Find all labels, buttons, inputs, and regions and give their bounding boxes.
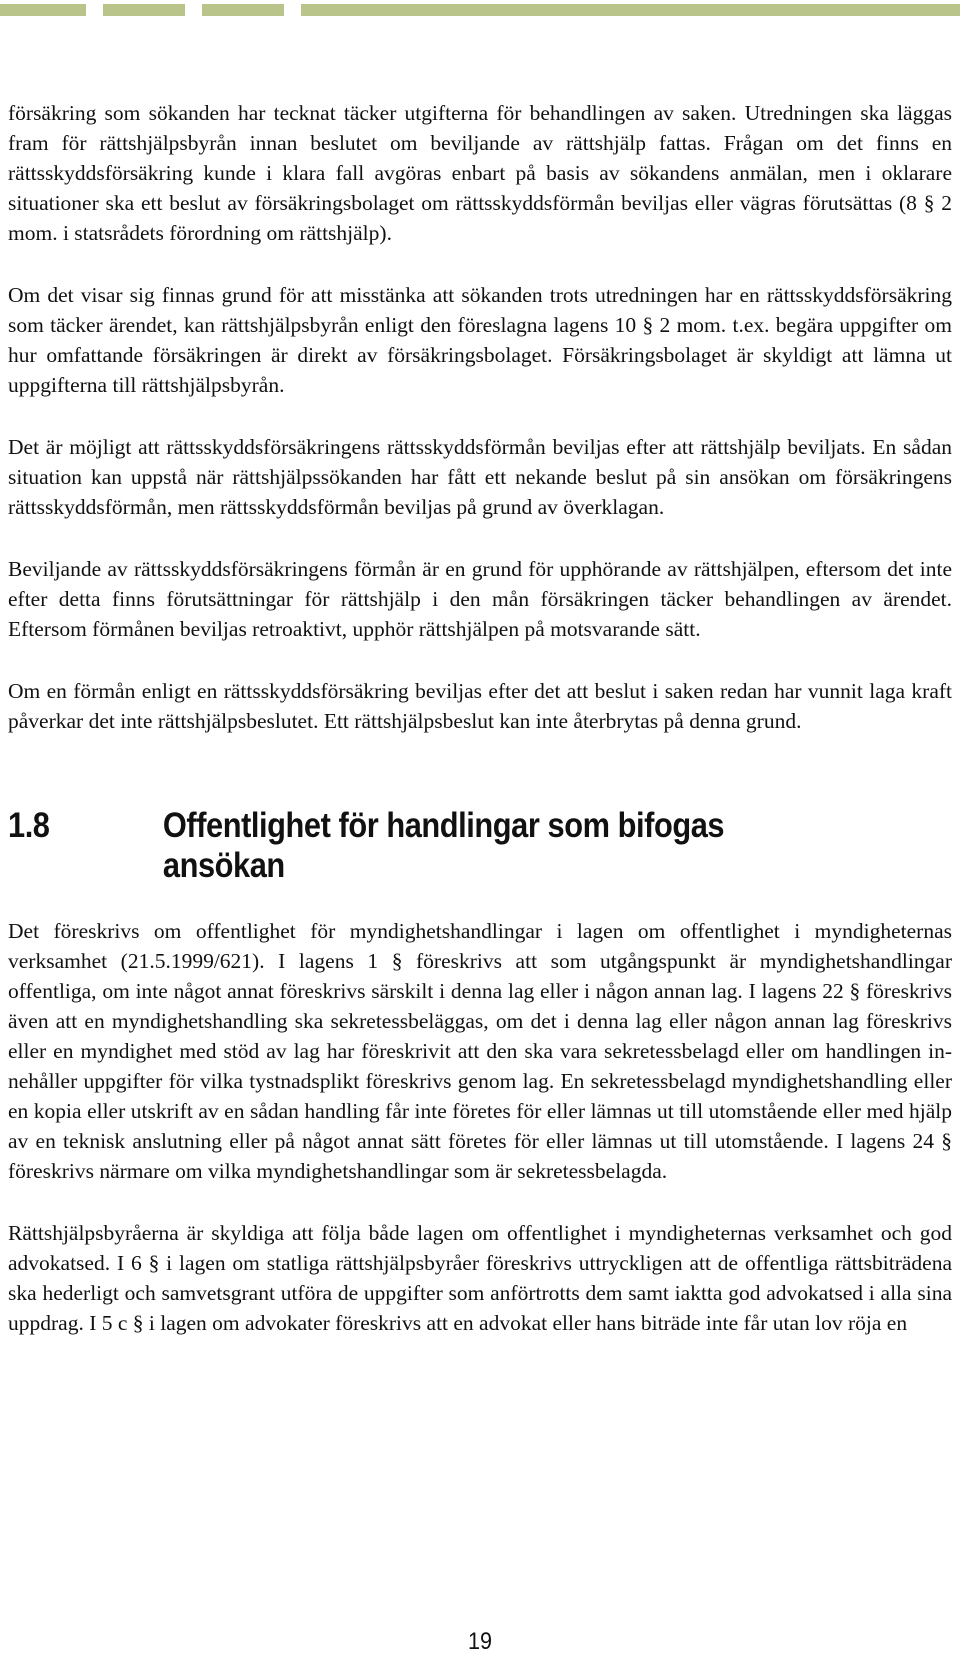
section-paragraph: Det föreskrivs om offentlighet för myndighetshandlingar i lagen om offentlighet i myndigheternas verksamhet (21.5.1999/621). I lagens 1 § föreskrivs att som utgångspunkt är myndighetshandlingar offentliga, om inte något annat föreskrivs särskilt i denna lag eller i någon annan lag. I lagens 22 § föreskrivs även att en myndighetshandling ska sekretessbeläggas, om det i denna lag eller någon annan lag föreskrivs eller en myndighet med stöd av lag har föreskrivit att den ska vara sekretessbelagd eller om handlingen innehåller uppgifter för vilka tystnadsplikt föreskrivs genom lag. En sekretessbelagd myndighetshandling eller en kopia eller utskrift av en sådan handling får inte företes för eller lämnas ut till utomstående eller med hjälp av en teknisk anslutning eller på något annat sätt företes för eller lämnas ut till utomstående. I lagens 24 § föreskrivs närmare om vilka myndighetshandlingar som är sekretessbelagda. [8, 919, 952, 1183]
section-number: 1.8 [8, 806, 50, 845]
header-bar [0, 4, 86, 16]
header-bar [103, 4, 185, 16]
document-body [8, 98, 952, 1338]
header-bar [301, 4, 960, 16]
body-paragraph: Om en förmån enligt en rättsskyddsförsäkring beviljas efter det att beslut i saken redan har vunnit laga kraft påverkar det inte rättshjälpsbeslutet. Ett rättshjälpsbeslut kan inte återbrytas på denna grund. [8, 679, 952, 733]
section-title: Offentlighet för handlingar som bifogas ansökan [162, 806, 725, 885]
body-paragraph: Om det visar sig finnas grund för att misstänka att sökanden trots utredningen har en rättsskyddsförsäkring som täcker ärendet, kan rättshjälpsbyrån enligt den föreslagna lagens 10 § 2 mom. t.ex. begära uppgifter om hur omfattande försäkringen är direkt av försäkringsbolaget. Försäkringsbolaget är skyldigt att lämna ut uppgifterna till rättshjälpsbyrån. [8, 283, 952, 397]
page-number: 19 [467, 1628, 493, 1655]
section-paragraph: Rättshjälpsbyråerna är skyldiga att följa både lagen om offentlighet i myndigheternas verksamhet och god advokatsed. I 6 § i lagen om statliga rättshjälpsbyråer föreskrivs uttryckligen att de offentliga rättsbiträdena ska hederligt och samvetsgrant utföra de uppgifter som anförtrotts dem samt iaktta god advokatsed i alla sina uppdrag. I 5 c § i lagen om advokater föreskrivs att en advokat eller hans biträde inte får utan lov röja en [8, 1221, 952, 1335]
section-heading [8, 806, 839, 886]
body-paragraph: Det är möjligt att rättsskyddsförsäkringens rättsskyddsförmån beviljas efter att rättshjälp beviljats. En sådan situation kan uppstå när rättshjälpssökanden har fått ett nekande beslut på sin ansökan om försäkringens rättsskyddsförmån, men rättsskyddsförmån beviljas på grund av överklagan. [8, 435, 952, 519]
header-bar [202, 4, 284, 16]
body-paragraph: försäkring som sökanden har tecknat täcker utgifterna för behandlingen av saken. Utredningen ska läggas fram för rättshjälpsbyrån innan beslutet om beviljande av rättshjälp fattas. Frågan om det finns en rättsskyddsförsäkring kunde i klara fall avgöras enbart på basis av sökandens anmälan, men i oklarare situationer ska ett beslut av försäkringsbolaget om rättsskyddsförmån beviljas eller vägras förutsättas (8 § 2 mom. i statsrådets förordning om rättshjälp). [8, 101, 952, 245]
body-paragraph: Beviljande av rättsskyddsförsäkringens förmån är en grund för upphörande av rättshjälpen, eftersom det inte efter detta finns förutsättningar för rättshjälp i den mån försäkringen täcker behandlingen av ärendet. Eftersom förmånen beviljas retroaktivt, upphör rättshjälpen på motsvarande sätt. [8, 557, 952, 641]
header-decoration [0, 0, 960, 16]
